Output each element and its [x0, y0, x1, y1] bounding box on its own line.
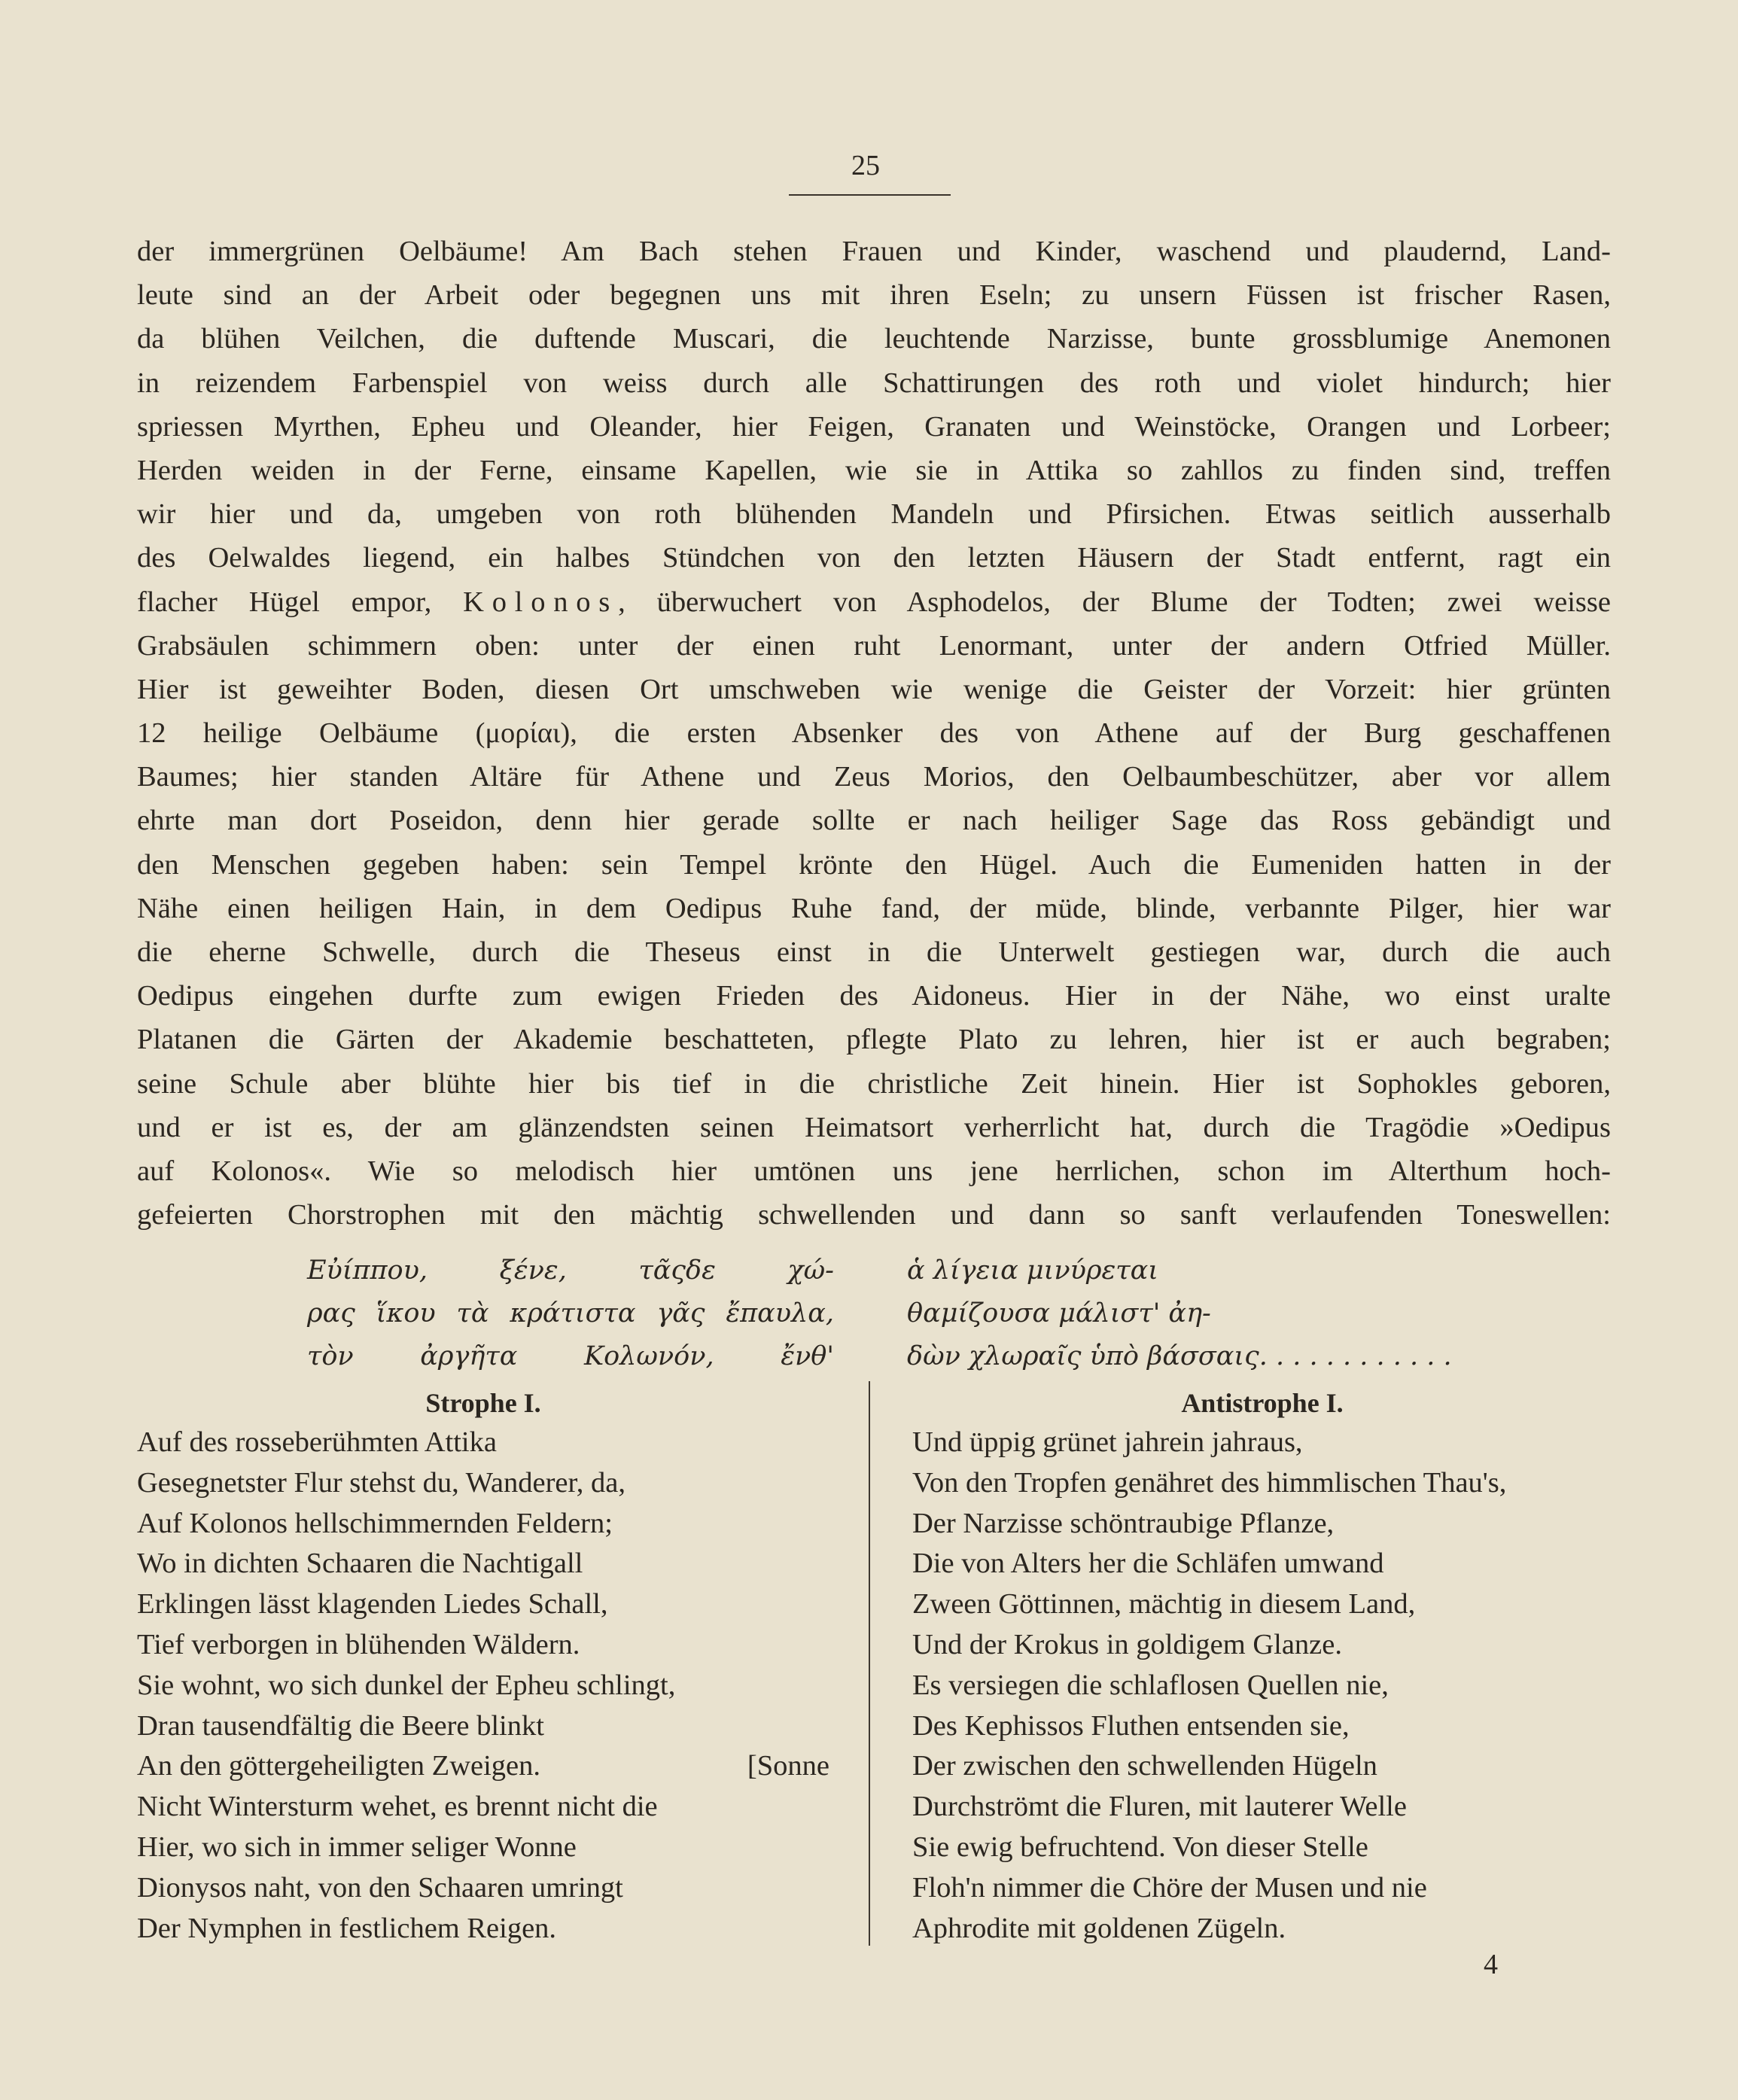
verse-line: Dionysos naht, von den Schaaren umringt — [137, 1871, 623, 1904]
signature-mark: 4 — [1484, 1949, 1498, 1980]
verse-line: Auf des rosseberühmten Attika — [137, 1426, 497, 1458]
page-number-rule — [789, 194, 951, 196]
verse-line: Floh'n nimmer die Chöre der Musen und nie — [912, 1871, 1427, 1904]
verse-line: Aphrodite mit goldenen Zügeln. — [912, 1912, 1286, 1944]
verse-line: Hier, wo sich in immer seliger Wonne — [137, 1831, 577, 1863]
greek-line: δὼν χλωραῖς ὑπὸ βάσσαις. . . . . . . . . . . . — [907, 1341, 1452, 1371]
prose-line: Nähe einen heiligen Hain, in dem Oedipus Ruhe fand, der müde, blinde, verbannte Pilger, hier war — [137, 892, 1611, 924]
greek-line: ρας ἵκου τὰ κράτιστα γᾶς ἔπαυλα, — [307, 1298, 834, 1328]
prose-line: und er ist es, der am glänzendsten seinen Heimatsort verherrlicht hat, durch die Tragödie »Oedipus — [137, 1111, 1611, 1143]
prose-line: seine Schule aber blühte hier bis tief in die christliche Zeit hinein. Hier ist Sophokles geboren, — [137, 1067, 1611, 1100]
prose-line: auf Kolonos«. Wie so melodisch hier umtönen uns jene herrlichen, schon im Alterthum hoch- — [137, 1155, 1611, 1187]
verse-line — [137, 1746, 829, 1787]
page-number: 25 — [851, 150, 880, 181]
prose-line: in reizendem Farbenspiel von weiss durch alle Schattirungen des roth und violet hindurch; hier — [137, 367, 1611, 399]
greek-line: ἁ λίγεια μινύρεται — [907, 1255, 1158, 1286]
greek-line: Εὐίππου, ξένε, τᾶςδε χώ- — [307, 1255, 834, 1286]
verse-line: Der zwischen den schwellenden Hügeln — [912, 1750, 1377, 1782]
greek-line: τὸν ἀργῆτα Κολωνόν, ἔνθ' — [307, 1341, 834, 1371]
spaced-name-kolonos: Kolonos — [463, 586, 619, 618]
prose-line: leute sind an der Arbeit oder begegnen uns mit ihren Eseln; zu unsern Füssen ist frischer Rasen, — [137, 279, 1611, 312]
verse-line: Die von Alters her die Schläfen umwand — [912, 1548, 1384, 1580]
prose-line: da blühen Veilchen, die duftende Muscari, die leuchtende Narzisse, bunte grossblumige Anemonen — [137, 323, 1611, 355]
strophe-heading: Strophe I. — [425, 1388, 541, 1418]
verse-line: Es versiegen die schlaflosen Quellen nie, — [912, 1669, 1389, 1701]
verse-line: Dran tausendfältig die Beere blinkt — [137, 1709, 544, 1742]
prose-text: flacher Hügel empor, — [137, 586, 464, 618]
verse-line: Zween Göttinnen, mächtig in diesem Land, — [912, 1588, 1416, 1621]
prose-line: Hier ist geweihter Boden, diesen Ort umschweben wie wenige die Geister der Vorzeit: hier grünten — [137, 673, 1611, 705]
verse-text: An den göttergeheiligten Zweigen. — [137, 1750, 540, 1782]
verse-overflow-word: [Sonne — [747, 1750, 829, 1782]
prose-line: spriessen Myrthen, Epheu und Oleander, hier Feigen, Granaten und Weinstöcke, Orangen und Lorbeer; — [137, 410, 1611, 443]
prose-line: Oedipus eingehen durfte zum ewigen Frieden des Aidoneus. Hier in der Nähe, wo einst uralte — [137, 980, 1611, 1012]
verse-line: Von den Tropfen genähret des himmlischen Thau's, — [912, 1466, 1507, 1499]
verse-line: Sie wohnt, wo sich dunkel der Epheu schlingt, — [137, 1669, 676, 1701]
antistrophe-heading: Antistrophe I. — [1181, 1388, 1344, 1418]
prose-line: ehrte man dort Poseidon, denn hier gerade sollte er nach heiliger Sage das Ross gebändigt und — [137, 805, 1611, 837]
verse-line: Sie ewig befruchtend. Von dieser Stelle — [912, 1831, 1368, 1863]
prose-line: der immergrünen Oelbäume! Am Bach stehen Frauen und Kinder, waschend und plaudernd, Land- — [137, 236, 1611, 267]
body-text — [137, 230, 1611, 1237]
prose-line: Herden weiden in der Ferne, einsame Kapellen, wie sie in Attika so zahllos zu finden sind, treffen — [137, 454, 1611, 486]
verse-line: Durchströmt die Fluren, mit lauterer Welle — [912, 1791, 1407, 1823]
verse-line: Wo in dichten Schaaren die Nachtigall — [137, 1548, 583, 1580]
prose-line: des Oelwaldes liegend, ein halbes Stündchen von den letzten Häusern der Stadt entfernt, ragt ein — [137, 542, 1611, 574]
prose-line: den Menschen gegeben haben: sein Tempel krönte den Hügel. Auch die Eumeniden hatten in der — [137, 848, 1611, 881]
prose-line: die eherne Schwelle, durch die Theseus einst in die Unterwelt gestiegen war, durch die auch — [137, 936, 1611, 968]
verse-line: Und üppig grünet jahrein jahraus, — [912, 1426, 1303, 1458]
greek-quote-right — [907, 1249, 1607, 1378]
prose-text: , überwuchert von Asphodelos, der Blume der Todten; zwei weisse — [618, 586, 1611, 618]
verse-line: Der Narzisse schöntraubige Pflanze, — [912, 1507, 1335, 1539]
prose-line: Baumes; hier standen Altäre für Athene und Zeus Morios, den Oelbaumbeschützer, aber vor allem — [137, 761, 1611, 793]
prose-line: Grabsäulen schimmern oben: unter der einen ruht Lenormant, unter der andern Otfried Müller. — [137, 629, 1611, 662]
antistrophe-column — [912, 1383, 1612, 1949]
greek-line: θαμίζουσα μάλιστ' ἀη- — [907, 1298, 1211, 1328]
prose-line: wir hier und da, umgeben von roth blühenden Mandeln und Pfirsichen. Etwas seitlich ausserhalb — [137, 498, 1611, 531]
verse-line: Der Nymphen in festlichem Reigen. — [137, 1912, 557, 1944]
prose-line: Platanen die Gärten der Akademie beschatteten, pflegte Plato zu lehren, hier ist er auch begraben; — [137, 1024, 1611, 1056]
prose-line: gefeierten Chorstrophen mit den mächtig schwellenden und dann so sanft verlaufenden Toneswellen: — [137, 1199, 1611, 1231]
column-divider — [869, 1381, 870, 1946]
verse-line: Auf Kolonos hellschimmernden Feldern; — [137, 1507, 613, 1539]
prose-line: 12 heilige Oelbäume (μορίαι), die ersten Absenker des von Athene auf der Burg geschaffenen — [137, 717, 1611, 750]
verse-line: Tief verborgen in blühenden Wäldern. — [137, 1628, 580, 1660]
prose-line — [137, 580, 1611, 624]
greek-quote-left — [307, 1249, 834, 1378]
verse-line: Und der Krokus in goldigem Glanze. — [912, 1628, 1342, 1660]
strophe-column — [137, 1383, 829, 1949]
verse-line: Des Kephissos Fluthen entsenden sie, — [912, 1709, 1350, 1742]
verse-line: Nicht Wintersturm wehet, es brennt nicht die — [137, 1791, 658, 1823]
verse-line: Gesegnetster Flur stehst du, Wanderer, da, — [137, 1466, 625, 1499]
verse-line: Erklingen lässt klagenden Liedes Schall, — [137, 1588, 608, 1621]
